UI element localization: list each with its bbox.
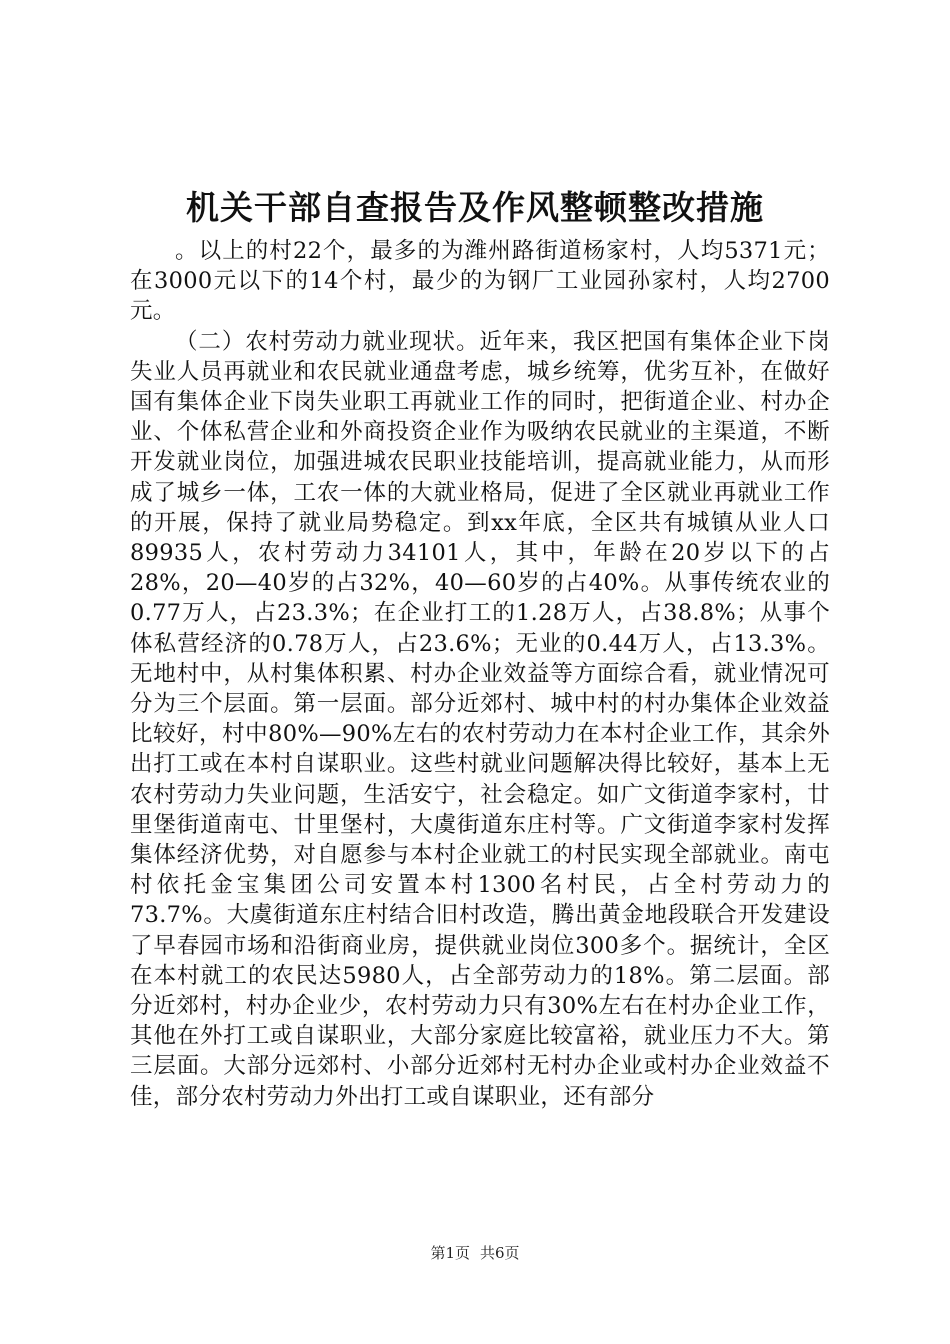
document-title: 机关干部自查报告及作风整顿整改措施 [186,188,764,227]
paragraph: （二）农村劳动力就业现状。近年来，我区把国有集体企业下岗失业人员再就业和农民就业通盘考虑，城乡统筹，优劣互补，在做好国有集体企业下岗失业职工再就业工作的同时，把街道企业、村办企业、个体私营企业和外商投资企业作为吸纳农民就业的主渠道，不断开发就业岗位，加强进城农民职业技能培训，提高就业能力，从而形成了城乡一体，工农一体的大就业格局，促进了全区就业再就业工作的开展，保持了就业局势稳定。到xx年底，全区共有城镇从业人口89935人，农村劳动力34101人，其中，年龄在20岁以下的占28%，20—40岁的占32%，40—60岁的占40%。从事传统农业的0.77万人，占23.3%；在企业打工的1.28万人，占38.8%；从事个体私营经济的0.78万人，占23.6%；无业的0.44万人，占13.3%。无地村中，从村集体积累、村办企业效益等方面综合看，就业情况可分为三个层面。第一层面。部分近郊村、城中村的村办集体企业效益比较好，村中80%—90%左右的农村劳动力在本村企业工作，其余外出打工或在本村自谋职业。这些村就业问题解决得比较好，基本上无农村劳动力失业问题，生活安宁，社会稳定。如广文街道李家村，廿里堡街道南屯、廿里堡村，大虞街道东庄村等。广文街道李家村发挥集体经济优势，对自愿参与本村企业就工的村民实现全部就业。南屯村依托金宝集团公司安置本村1300名村民，占全村劳动力的73.7%。大虞街道东庄村结合旧村改造，腾出黄金地段联合开发建设了早春园市场和沿街商业房，提供就业岗位300多个。据统计，全区在本村就工的农民达5980人，占全部劳动力的18%。第二层面。部分近郊村，村办企业少，农村劳动力只有30%左右在村办企业工作，其他在外打工或自谋职业，大部分家庭比较富裕，就业压力不大。第三层面。大部分远郊村、小部分近郊村无村办企业或村办企业效益不佳，部分农村劳动力外出打工或自谋职业，还有部分 [130,328,830,1110]
page-number: 第1页 [430,1244,470,1262]
paragraph: 。以上的村22个，最多的为潍州路街道杨家村，人均5371元；在3000元以下的14个村，最少的为钢厂工业园孙家村，人均2700元。 [130,238,830,325]
document-body [130,236,830,1112]
page-total: 共6页 [480,1244,520,1262]
page-footer [0,1242,950,1264]
